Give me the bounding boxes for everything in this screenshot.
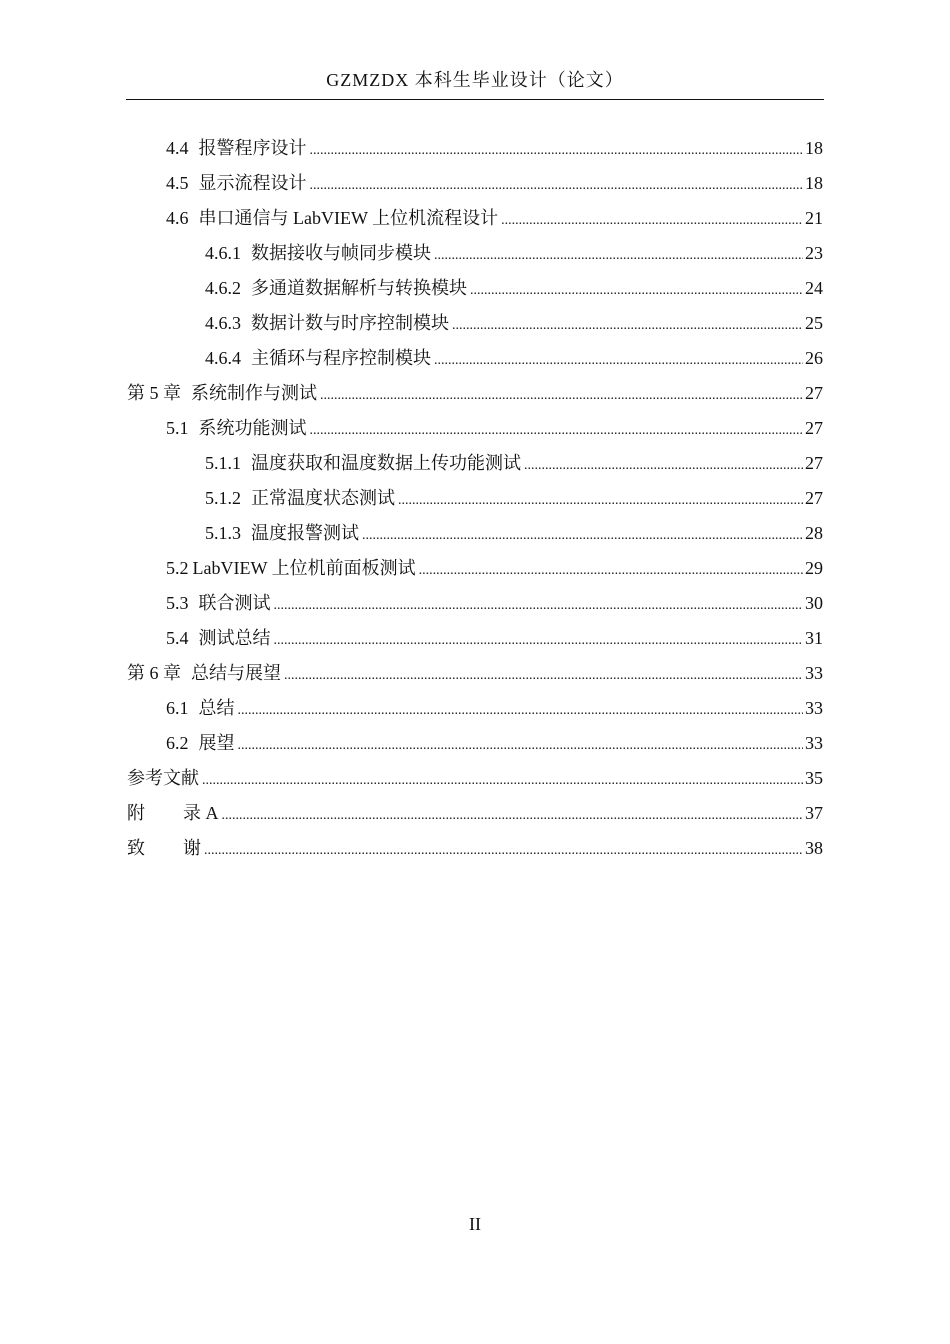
toc-leader-dots (310, 131, 804, 168)
toc-entry-page: 18 (805, 138, 823, 158)
toc-entry-page: 30 (805, 593, 823, 613)
toc-entry-page: 33 (805, 663, 823, 683)
toc-entry[interactable] (205, 446, 823, 481)
toc-leader-dots (310, 166, 804, 203)
toc-entry-number: 4.5 (166, 173, 189, 193)
toc-leader-dots (434, 341, 803, 378)
toc-entry[interactable] (205, 236, 823, 271)
toc-entry-title: 报警程序设计 (198, 138, 307, 158)
toc-entry[interactable] (166, 586, 823, 621)
toc-leader-dots (320, 376, 803, 413)
toc-entry-title: 总结 (198, 698, 235, 718)
toc-entry-number: 5.4 (166, 628, 189, 648)
toc-leader-dots (362, 516, 803, 553)
toc-entry-number: 4.6.3 (205, 313, 241, 333)
page-header: GZMZDX 本科生毕业设计（论文） (326, 70, 624, 90)
toc-entry-title: 正常温度状态测试 (251, 488, 395, 508)
toc-leader-dots (524, 446, 803, 483)
toc-entry[interactable] (205, 481, 823, 516)
toc-entry-title: 谢 (183, 838, 201, 858)
toc-entry-title: 总结与展望 (191, 663, 281, 683)
toc-entry-title: 展望 (198, 733, 235, 753)
toc-leader-dots (222, 796, 804, 833)
toc-entry-number: 附 (127, 803, 145, 823)
toc-entry-number: 第 5 章 (127, 383, 181, 403)
toc-leader-dots (398, 481, 803, 518)
toc-entry-number: 4.6.1 (205, 243, 241, 263)
toc-entry-number: 4.6 (166, 208, 189, 228)
toc-entry[interactable] (205, 271, 823, 306)
toc-leader-dots (204, 831, 803, 868)
toc-entry-page: 23 (805, 243, 823, 263)
toc-entry-title: 联合测试 (198, 593, 271, 613)
header-divider (126, 99, 824, 100)
toc-leader-dots (202, 761, 803, 798)
toc-entry-number: 第 6 章 (127, 663, 181, 683)
toc-entry-number: 5.1.2 (205, 488, 241, 508)
toc-leader-dots (470, 271, 803, 308)
toc-entry-title: 温度获取和温度数据上传功能测试 (251, 453, 521, 473)
toc-entry-page: 25 (805, 313, 823, 333)
toc-entry-page: 24 (805, 278, 823, 298)
toc-entry-number: 6.2 (166, 733, 189, 753)
toc-entry-number: 6.1 (166, 698, 189, 718)
toc-leader-dots (452, 306, 803, 343)
toc-entry-number: 4.4 (166, 138, 189, 158)
toc-entry-number: 5.1 (166, 418, 189, 438)
toc-entry-number: 5.1.3 (205, 523, 241, 543)
toc-entry-page: 38 (805, 838, 823, 858)
toc-entry-page: 27 (805, 453, 823, 473)
toc-entry-page: 18 (805, 173, 823, 193)
toc-leader-dots (501, 201, 803, 238)
toc-entry-page: 37 (805, 803, 823, 823)
toc-entry-page: 35 (805, 768, 823, 788)
toc-entry[interactable] (166, 621, 823, 656)
toc-entry-number: 5.1.1 (205, 453, 241, 473)
toc-entry-title: 主循环与程序控制模块 (251, 348, 431, 368)
toc-chapter-entry[interactable] (127, 656, 823, 691)
toc-entry-title: 参考文献 (127, 768, 199, 788)
toc-entry-title: 多通道数据解析与转换模块 (251, 278, 467, 298)
toc-entry[interactable] (166, 131, 823, 166)
toc-entry[interactable] (166, 201, 823, 236)
toc-entry-page: 27 (805, 418, 823, 438)
toc-leader-dots (284, 656, 803, 693)
toc-entry-page: 26 (805, 348, 823, 368)
toc-entry-title: 温度报警测试 (251, 523, 359, 543)
toc-entry-page: 33 (805, 698, 823, 718)
toc-chapter-entry[interactable] (127, 761, 823, 796)
toc-entry[interactable] (205, 516, 823, 551)
toc-entry-page: 29 (805, 558, 823, 578)
toc-chapter-entry[interactable] (127, 376, 823, 411)
toc-entry-title: 数据接收与帧同步模块 (251, 243, 431, 263)
toc-entry[interactable] (205, 306, 823, 341)
toc-entry-number: 4.6.4 (205, 348, 241, 368)
toc-leader-dots (238, 691, 804, 728)
toc-entry[interactable] (205, 341, 823, 376)
toc-entry-title: 系统功能测试 (198, 418, 307, 438)
toc-entry-page: 33 (805, 733, 823, 753)
toc-entry-page: 28 (805, 523, 823, 543)
toc-entry-title: LabVIEW 上位机前面板测试 (192, 558, 416, 578)
toc-entry-title: 系统制作与测试 (191, 383, 317, 403)
toc-leader-dots (434, 236, 803, 273)
toc-entry-title: 数据计数与时序控制模块 (251, 313, 449, 333)
page-number: II (469, 1214, 481, 1234)
toc-entry[interactable] (166, 166, 823, 201)
toc-entry-title: 显示流程设计 (198, 173, 307, 193)
toc-entry-page: 31 (805, 628, 823, 648)
toc-leader-dots (238, 726, 804, 763)
toc-chapter-entry[interactable] (127, 831, 823, 866)
toc-leader-dots (419, 551, 803, 588)
toc-entry-title: 录 A (183, 803, 219, 823)
toc-entry-number: 4.6.2 (205, 278, 241, 298)
toc-entry-page: 21 (805, 208, 823, 228)
toc-entry[interactable] (166, 411, 823, 446)
toc-entry[interactable] (166, 691, 823, 726)
toc-chapter-entry[interactable] (127, 796, 823, 831)
toc-entry-title: 测试总结 (198, 628, 271, 648)
toc-entry-page: 27 (805, 488, 823, 508)
toc-entry-number: 5.2 (166, 558, 189, 578)
toc-leader-dots (274, 621, 804, 658)
toc-leader-dots (310, 411, 804, 448)
toc-entry[interactable] (166, 551, 823, 586)
toc-entry[interactable] (166, 726, 823, 761)
toc-entry-page: 27 (805, 383, 823, 403)
toc-entry-title: 串口通信与 LabVIEW 上位机流程设计 (198, 208, 499, 228)
toc-entry-number: 5.3 (166, 593, 189, 613)
toc-leader-dots (274, 586, 804, 623)
toc-entry-number: 致 (127, 838, 145, 858)
